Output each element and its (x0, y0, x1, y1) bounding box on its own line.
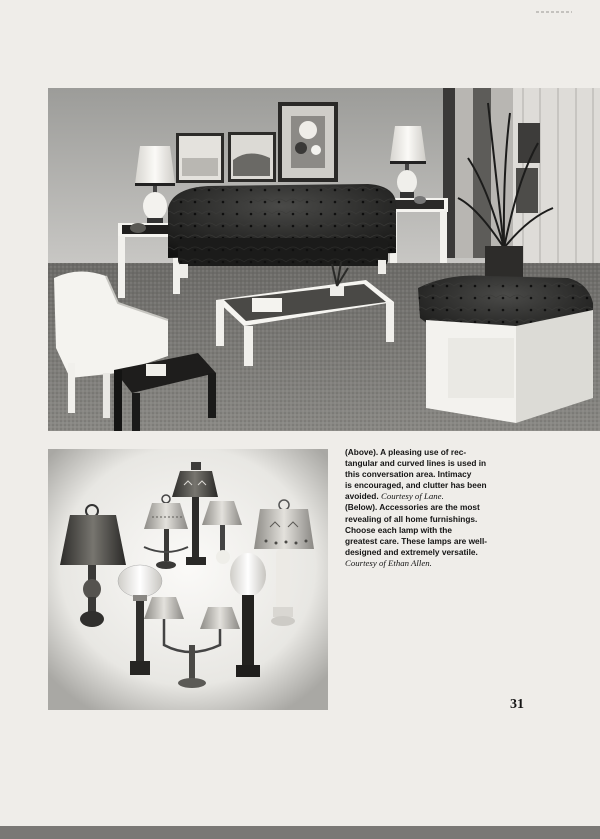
caption-line (345, 558, 495, 569)
caption-line: tangular and curved lines is used in (345, 458, 487, 469)
caption-line: revealing of all home furnishings. (345, 513, 478, 524)
pencil-mark (534, 10, 574, 14)
photo-caption (345, 447, 495, 569)
caption-line: (Below). Accessories are the most (345, 502, 480, 513)
caption-line: greatest care. These lamps are well- (345, 535, 488, 546)
caption-line: designed and extremely versatile. (345, 546, 478, 557)
scan-edge (0, 826, 600, 839)
lamps-photo (48, 449, 328, 710)
caption-line: is encouraged, and clutter has been (345, 480, 487, 491)
page-number: 31 (510, 697, 524, 712)
caption-line: (Above). A pleasing use of rec- (345, 447, 467, 457)
photo-credit-lane: Courtesy of Lane. (380, 491, 444, 502)
living-room-photo (48, 88, 600, 431)
photo-credit-ethan-allen: Courtesy of Ethan Allen. (345, 557, 432, 568)
caption-line: this conversation area. Intimacy (345, 469, 472, 480)
caption-line: Choose each lamp with the (345, 524, 452, 535)
caption-line: avoided. Courtesy of Lane. (345, 491, 444, 502)
